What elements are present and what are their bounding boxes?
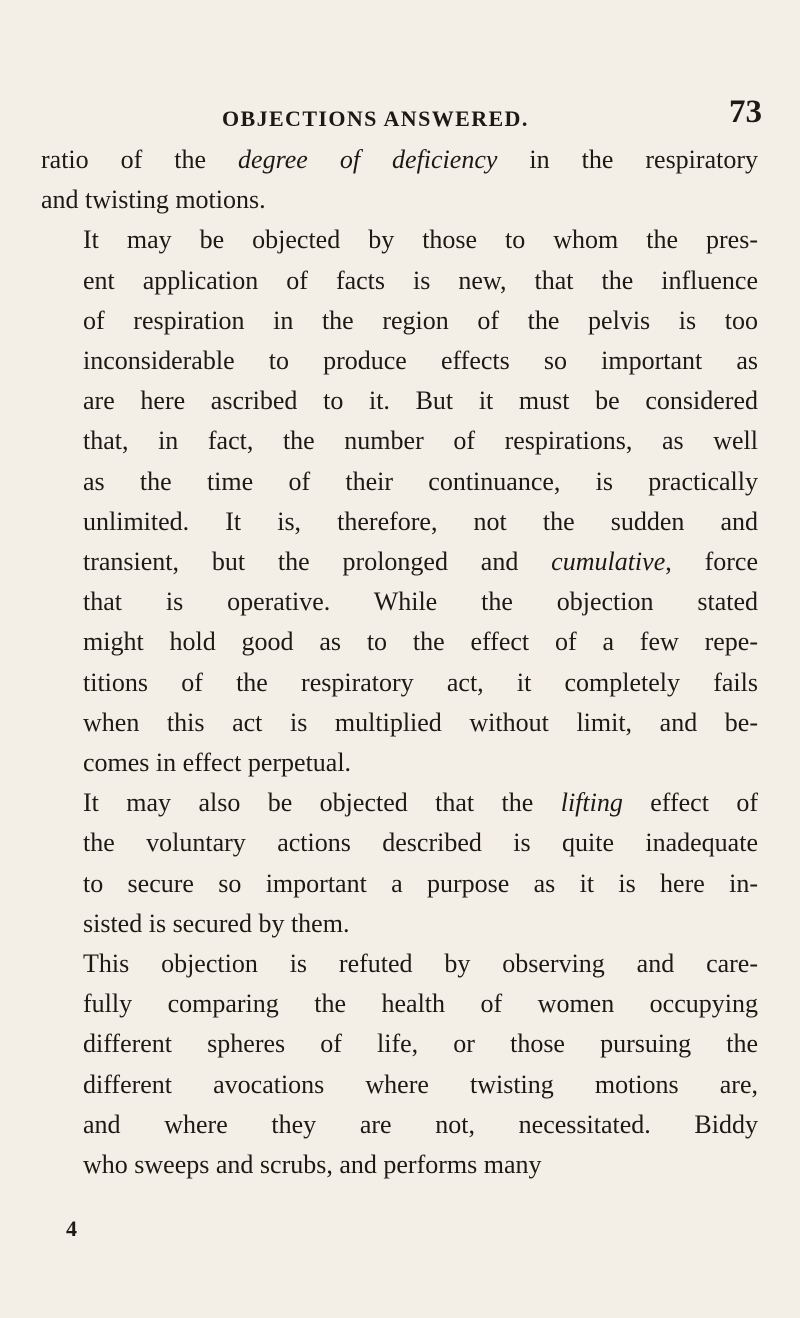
text-line: to secure so important a purpose as it is here in- [83,868,758,898]
italic-phrase: degree of deficiency [238,145,498,174]
page-number: 73 [729,94,762,130]
text-line: as the time of their continuance, is practically [83,466,758,496]
text-line: fully comparing the health of women occupying [83,989,758,1019]
paragraph [41,140,758,220]
running-head [222,92,762,140]
text-line: ratio of the degree of deficiency in the respiratory [41,145,758,174]
text-line: sisted is secured by them. [83,908,350,938]
text-line: and where they are not, necessitated. Biddy [83,1109,758,1139]
text-line: might hold good as to the effect of a few repe- [83,627,758,657]
text-line: It may also be objected that the lifting effect of [83,788,758,818]
text-line: that is operative. While the objection stated [83,587,758,617]
text-line: ent application of facts is new, that the influence [83,265,758,295]
text-line: unlimited. It is, therefore, not the sudden and [83,506,758,536]
text-line: different spheres of life, or those pursuing the [83,1029,758,1059]
text-line: that, in fact, the number of respirations, as well [83,426,758,456]
signature-mark: 4 [66,1216,77,1241]
text-line: This objection is refuted by observing and care- [83,949,758,979]
text-line: titions of the respiratory act, it completely fails [83,667,758,697]
italic-phrase: lifting [560,788,623,818]
text-line: when this act is multiplied without limit, and be- [83,707,758,737]
paragraph [41,783,758,944]
text-line: the voluntary actions described is quite inadequate [83,828,758,858]
body-text [41,140,758,1185]
italic-phrase: cumulative [551,547,666,577]
text-line: of respiration in the region of the pelvis is too [83,305,758,335]
text-line: inconsiderable to produce effects so important as [83,346,758,376]
text-line: transient, but the prolonged and cumulative, force [83,547,758,577]
running-title: OBJECTIONS ANSWERED. [222,106,529,131]
text-line: comes in effect perpetual. [83,748,352,778]
text-line: who sweeps and scrubs, and performs many [83,1150,542,1180]
text-line: different avocations where twisting motions are, [83,1069,758,1099]
text-line: and twisting motions. [41,185,266,215]
text-line: It may be objected by those to whom the pres- [83,225,758,255]
paragraph [41,220,758,783]
paragraph [41,944,758,1185]
text-line: are here ascribed to it. But it must be considered [83,386,758,416]
